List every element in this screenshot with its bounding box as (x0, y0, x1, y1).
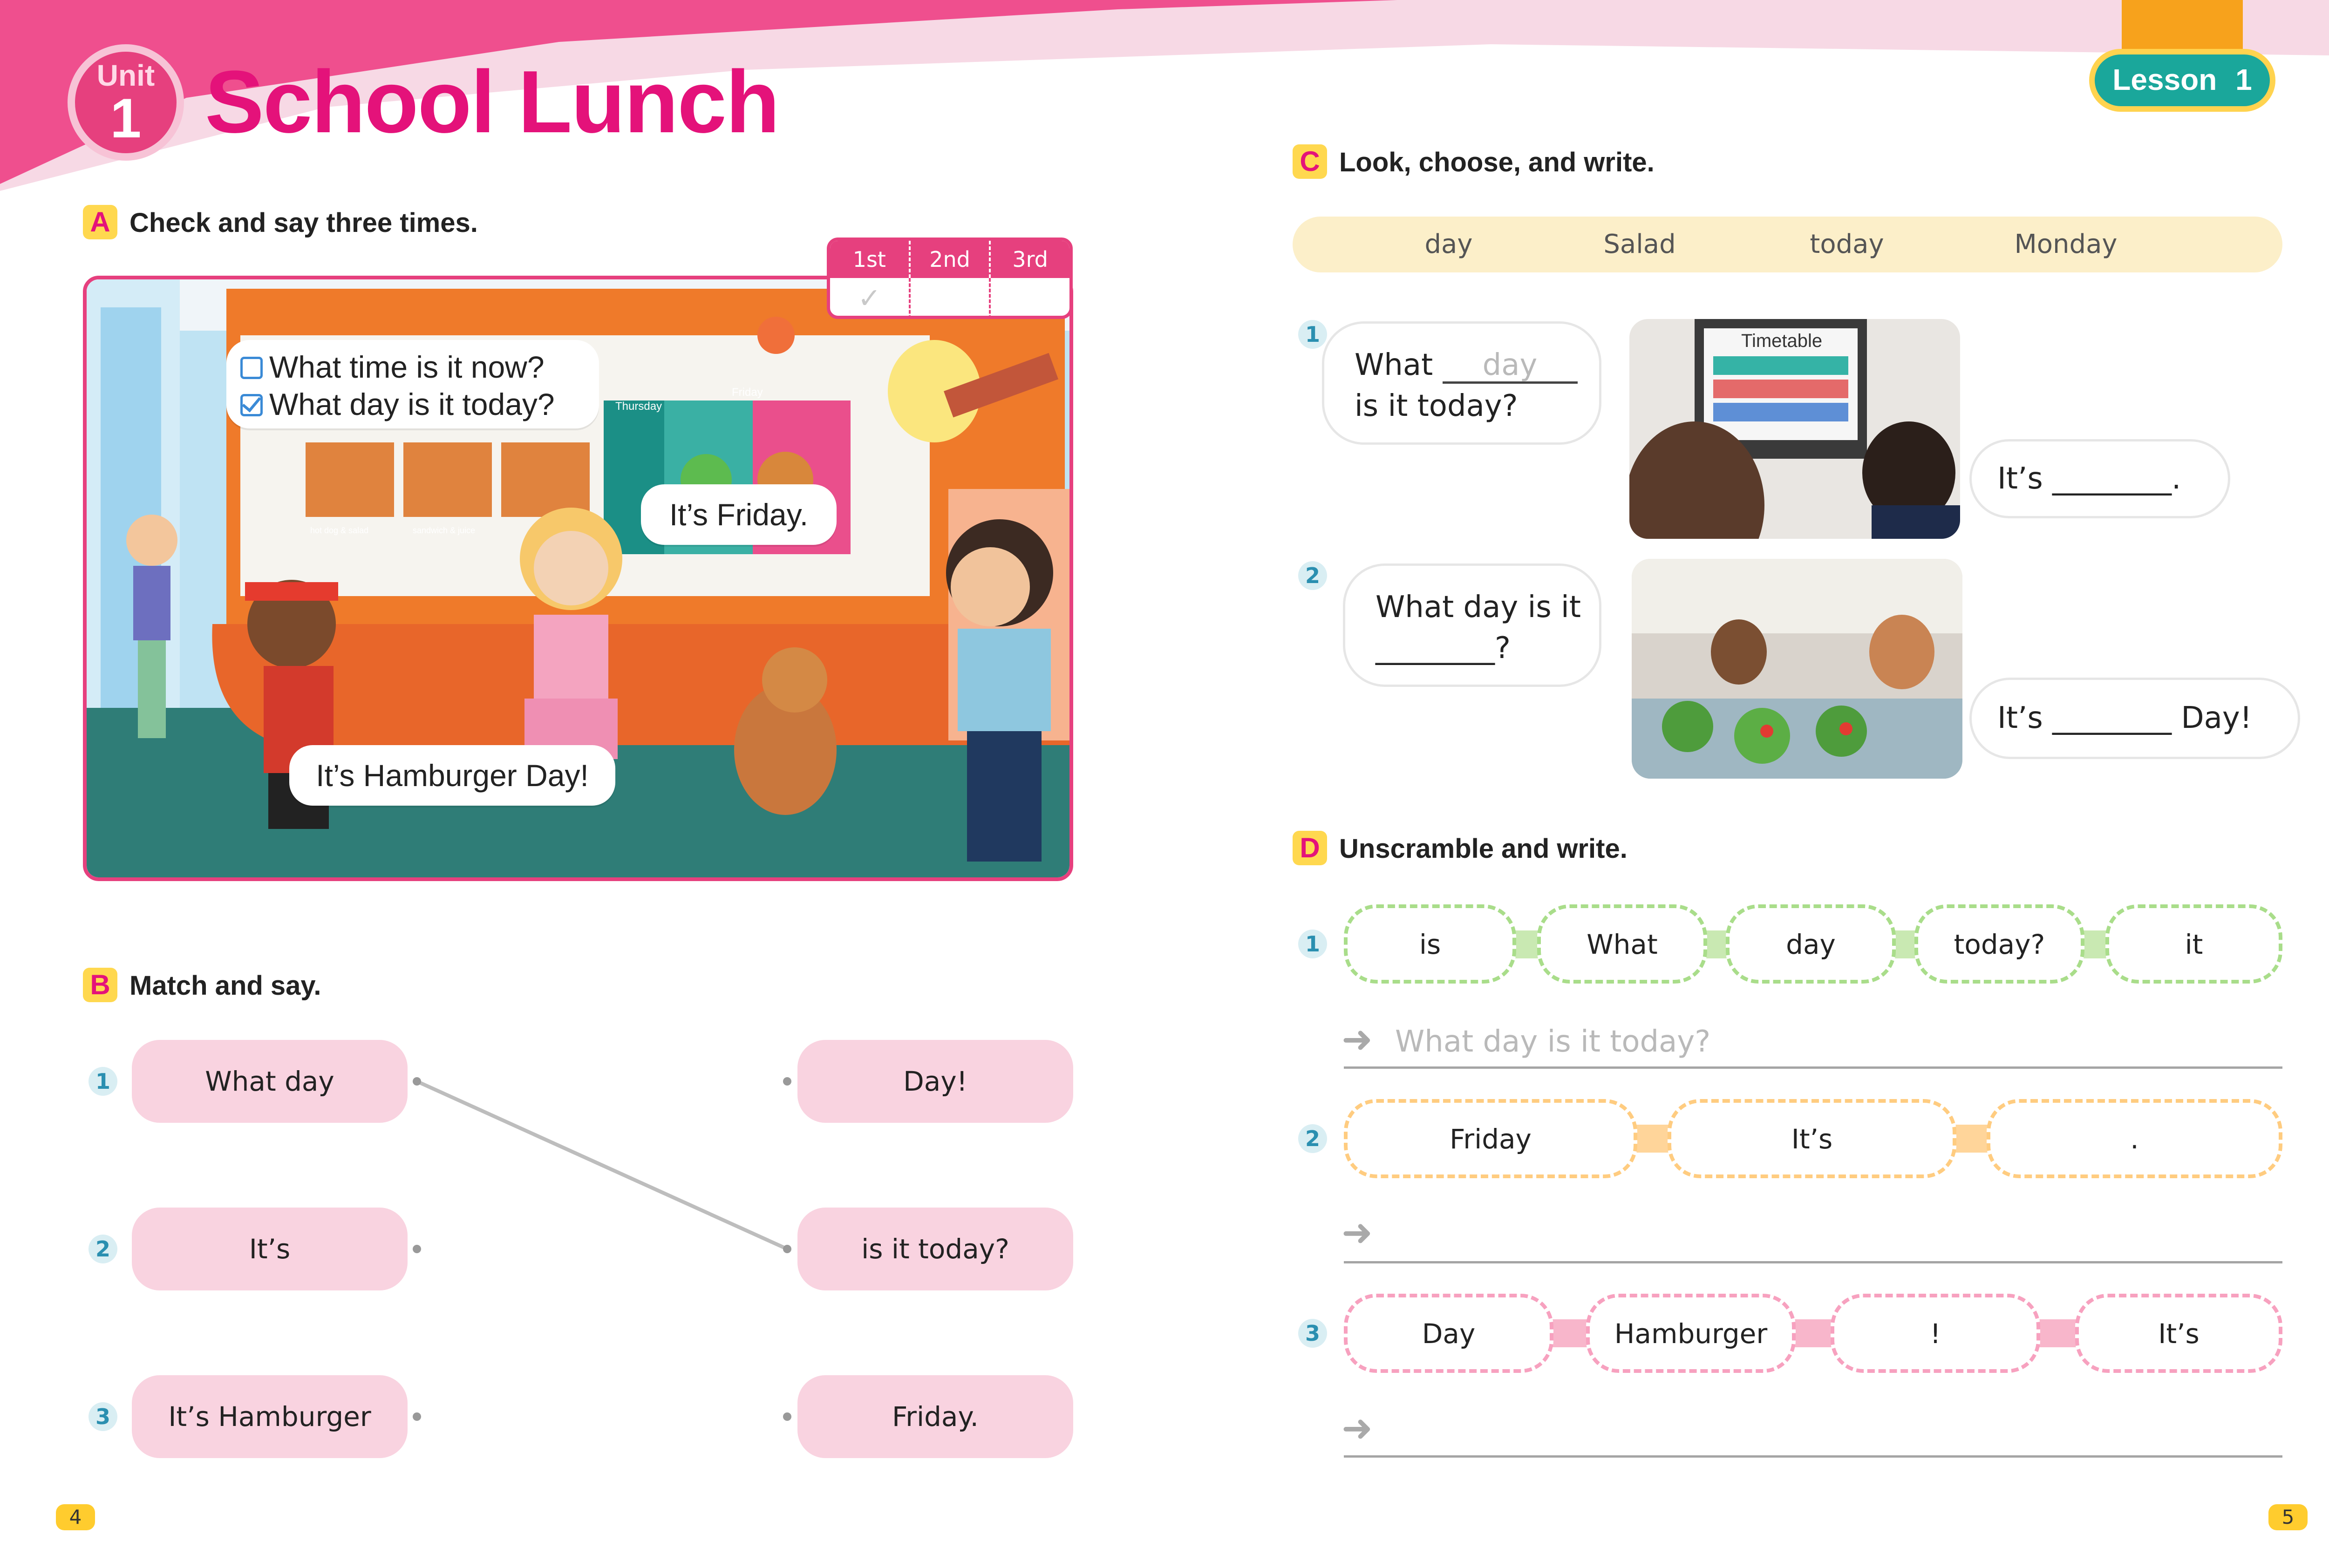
d2-word-1[interactable]: Friday (1344, 1099, 1637, 1178)
tally-3rd: 3rd (1012, 247, 1048, 272)
tally-1st: 1st (830, 241, 911, 278)
lesson-label: Lesson (2112, 63, 2217, 96)
word-bank-today: today (1810, 229, 1884, 259)
b-right-dot-3[interactable] (783, 1412, 791, 1421)
page-number-left: 4 (56, 1504, 95, 1530)
c-reply-2[interactable] (1969, 678, 2300, 759)
d2-word-2[interactable]: It’s (1668, 1099, 1956, 1178)
match-line-1 (417, 1081, 787, 1249)
section-d-instruction: Unscramble and write. (1339, 834, 1628, 864)
d3-arrow-icon: ➜ (1342, 1406, 1373, 1450)
b-right-3[interactable]: Friday. (797, 1375, 1073, 1458)
section-a-instruction: Check and say three times. (129, 208, 478, 238)
b-right-dot-1[interactable] (783, 1077, 791, 1086)
c1-answer: day (1482, 348, 1538, 382)
unit-word: Unit (96, 59, 155, 92)
unit-number: 1 (110, 87, 142, 149)
b-right-2[interactable]: is it today? (797, 1208, 1073, 1290)
section-b-letter: B (83, 968, 117, 1002)
d2-arrow-icon: ➜ (1342, 1211, 1373, 1254)
c1-suffix: is it today? (1355, 389, 1518, 423)
d1-word-3[interactable]: day (1726, 904, 1896, 984)
d-num-3: 3 (1298, 1319, 1327, 1348)
d2-answer-line[interactable] (1344, 1261, 2282, 1263)
b-left-3[interactable]: It’s Hamburger (132, 1375, 408, 1458)
tally-2nd: 2nd (911, 241, 991, 278)
section-d-letter: D (1293, 831, 1327, 865)
speech-hamburger: It’s Hamburger Day! (289, 745, 615, 806)
c-num-2: 2 (1298, 561, 1327, 590)
page-number-right: 5 (2268, 1504, 2308, 1530)
menu-friday: Friday (732, 386, 763, 399)
c-reply-1[interactable]: It’s ________. (1969, 439, 2230, 518)
d-num-2: 2 (1298, 1124, 1327, 1153)
c2-reply-blank[interactable]: ________ (2052, 701, 2172, 735)
word-bank-monday: Monday (2014, 229, 2118, 259)
c-num-1: 1 (1298, 320, 1327, 349)
d1-word-4[interactable]: today? (1914, 904, 2084, 984)
timetable-photo-image (1629, 319, 1960, 539)
c2-reply-suffix: Day! (2181, 701, 2252, 735)
d3-word-4[interactable]: It’s (2075, 1294, 2282, 1373)
b-right-1[interactable]: Day! (797, 1040, 1073, 1123)
c-question-2 (1343, 563, 1601, 687)
d3-word-3[interactable]: ! (1831, 1294, 2040, 1373)
section-a-letter: A (83, 205, 117, 239)
b-left-dot-3[interactable] (413, 1412, 421, 1421)
salad-photo-image (1632, 559, 1962, 779)
c1-blank[interactable] (1443, 349, 1578, 384)
section-c-instruction: Look, choose, and write. (1339, 147, 1655, 177)
d1-arrow-icon: ➜ (1342, 1018, 1373, 1061)
option-time-text: What time is it now? (269, 350, 545, 384)
d1-answer-line (1344, 1066, 2282, 1069)
timetable-caption: Timetable (1741, 331, 1823, 351)
word-bank-day: day (1424, 229, 1473, 259)
menu-thursday: Thursday (615, 400, 662, 413)
b-left-dot-1[interactable] (413, 1077, 421, 1086)
d1-word-1[interactable]: is (1344, 904, 1516, 984)
d3-link-2 (1791, 1319, 1835, 1347)
page-title: School Lunch (205, 53, 779, 151)
salad-photo (1632, 559, 1962, 779)
d1-answer[interactable]: What day is it today? (1395, 1025, 1711, 1059)
section-c-letter: C (1293, 144, 1327, 179)
b-left-dot-2[interactable] (413, 1245, 421, 1253)
b-left-1[interactable]: What day (132, 1040, 408, 1123)
d3-answer-line[interactable] (1344, 1455, 2282, 1458)
d2-word-3[interactable]: . (1987, 1099, 2282, 1178)
option-day-text: What day is it today? (269, 387, 555, 421)
word-bank-salad: Salad (1603, 229, 1676, 259)
c2-line2[interactable]: ________? (1376, 631, 1511, 665)
d3-word-2[interactable]: Hamburger (1586, 1294, 1796, 1373)
c2-reply-prefix: It’s (1997, 701, 2043, 735)
speech-friday: It’s Friday. (641, 484, 837, 545)
c2-line1: What day is it (1376, 590, 1581, 624)
b-num-3: 3 (89, 1402, 117, 1431)
d-num-1: 1 (1298, 930, 1327, 958)
d3-word-1[interactable]: Day (1344, 1294, 1553, 1373)
timetable-photo (1629, 319, 1960, 539)
d1-word-2[interactable]: What (1537, 904, 1707, 984)
section-b-instruction: Match and say. (129, 971, 321, 1001)
b-left-2[interactable]: It’s (132, 1208, 408, 1290)
lesson-number: 1 (2235, 63, 2252, 96)
b-num-1: 1 (89, 1067, 117, 1096)
d1-word-5[interactable]: it (2105, 904, 2282, 984)
food-label-2: sandwich & juice (413, 526, 476, 535)
c1-prefix: What (1355, 348, 1433, 382)
b-num-2: 2 (89, 1235, 117, 1263)
tally-box-1[interactable]: ✓ (830, 278, 911, 319)
food-label-1: hot dog & salad (310, 526, 369, 535)
word-bank (1293, 217, 2282, 272)
c-question-1 (1322, 321, 1601, 445)
b-right-dot-2[interactable] (783, 1245, 791, 1253)
